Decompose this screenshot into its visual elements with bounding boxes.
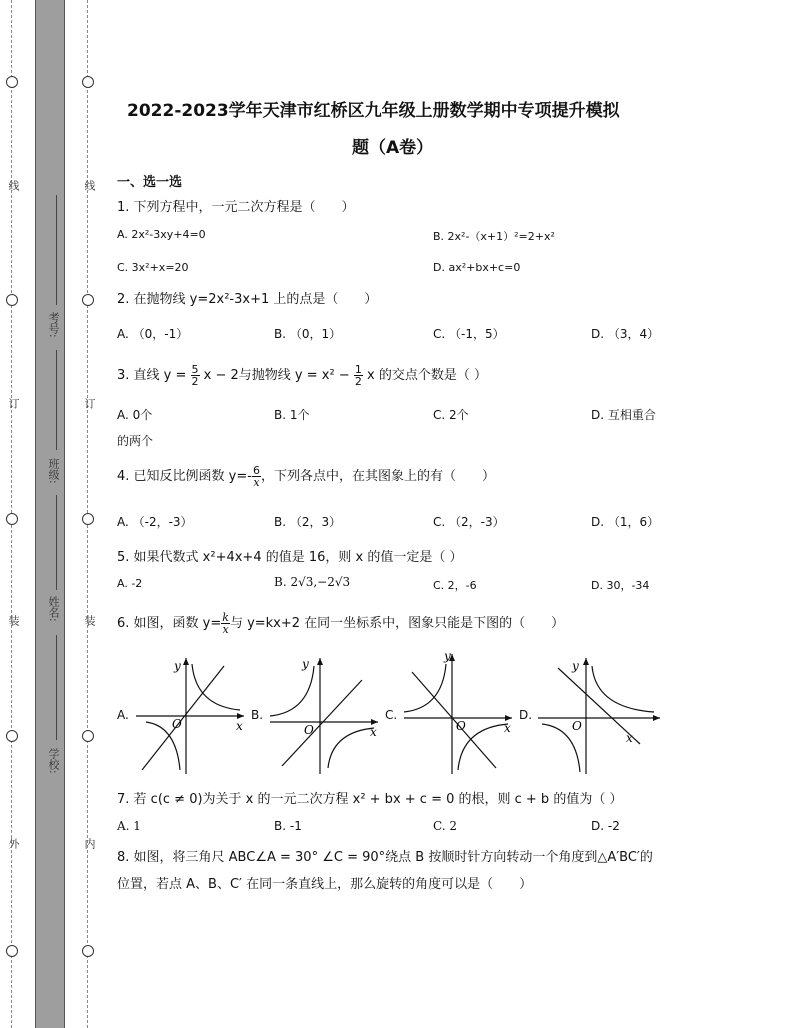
binding-hole [82, 513, 94, 525]
fraction-numerator: 6 [252, 464, 260, 477]
q2-option-d: D. （3，4） [591, 327, 660, 341]
q7-stem: 7. 若 c(c ≠ 0)为关于 x 的一元二次方程 x² + bx + c = 0 的根，则 c + b 的值为（ ） [117, 792, 623, 807]
q4-option-b: B. （2，3） [274, 515, 342, 529]
q3-suffix: x 的交点个数是（ ） [367, 368, 487, 383]
margin-label: 订 [7, 398, 20, 409]
q3-option-d: D. 互相重合 [591, 408, 656, 422]
q6-prefix: 6. 如图，函数 y= [117, 616, 222, 631]
q8-stem-line-2: 位置，若点 A、B、C′ 在同一条直线上，那么旋转的角度可以是（ ） [117, 877, 533, 892]
q3-fraction-2 [354, 364, 363, 387]
field-label-exam-id: 考号: [47, 312, 60, 338]
q6-graph-d [530, 650, 664, 778]
fraction-denominator: 2 [354, 375, 362, 388]
q3-middle: x − 2与抛物线 y = x² − [203, 368, 350, 383]
q6-graph-label-a: A. [117, 708, 129, 722]
write-line [56, 350, 57, 450]
section-heading: 一、选一选 [117, 175, 183, 190]
binding-hole [82, 76, 94, 88]
q1-option-b: B. 2x²-（x+1）²=2+x² [433, 230, 555, 243]
q1-stem: 1. 下列方程中，一元二次方程是（ ） [117, 200, 355, 215]
line-graph [412, 672, 496, 768]
margin-label: 内 [83, 838, 96, 849]
y-label: y [302, 657, 309, 671]
fraction-numerator: 1 [354, 363, 362, 376]
q1-option-c: C. 3x²+x=20 [117, 261, 189, 274]
field-label-school: 学校: [47, 748, 60, 774]
fraction-denominator: x [253, 476, 260, 489]
q4-fraction [252, 465, 261, 488]
origin-label: O [172, 717, 182, 731]
q7-option-d: D. -2 [591, 819, 620, 833]
q3-option-b: B. 1个 [274, 408, 310, 422]
x-label: x [626, 731, 633, 745]
q6-graph-b [262, 650, 386, 778]
write-line [56, 635, 57, 740]
q6-fraction [221, 612, 230, 635]
margin-label: 外 [7, 838, 20, 849]
origin-label: O [304, 723, 314, 737]
binding-strip [35, 0, 65, 1028]
q1-option-d: D. ax²+bx+c=0 [433, 261, 521, 274]
x-label: x [370, 725, 377, 739]
q6-graph-c [396, 650, 520, 778]
field-label-name: 姓名: [47, 596, 60, 622]
q4-stem [117, 459, 495, 495]
x-label: x [504, 721, 511, 735]
q4-prefix: 4. 已知反比例函数 y=- [117, 469, 252, 484]
q1-option-a: A. 2x²-3xy+4=0 [117, 228, 206, 241]
binding-hole [82, 945, 94, 957]
q2-stem: 2. 在抛物线 y=2x²-3x+1 上的点是（ ） [117, 292, 378, 307]
q7-option-b: B. -1 [274, 819, 302, 833]
q5-stem: 5. 如果代数式 x²+4x+4 的值是 16，则 x 的值一定是（ ） [117, 550, 463, 565]
q3-stem [117, 358, 487, 394]
write-line [56, 495, 57, 590]
write-line [56, 195, 57, 305]
line-graph [558, 668, 640, 744]
line-graph [142, 666, 224, 770]
q4-option-d: D. （1，6） [591, 515, 660, 529]
q3-prefix: 3. 直线 y = [117, 368, 187, 383]
hyperbola-branch [592, 666, 654, 712]
y-label: y [174, 659, 181, 673]
q2-option-b: B. （0，1） [274, 327, 342, 341]
fraction-numerator: k [222, 611, 229, 624]
binding-hole [6, 294, 18, 306]
fraction-denominator: x [222, 623, 229, 636]
origin-label: O [456, 719, 466, 733]
q3-option-d-continued: 的两个 [117, 434, 154, 448]
q7-option-c: C. 2 [433, 819, 458, 833]
binding-hole [6, 513, 18, 525]
q4-suffix: ，下列各点中，在其图象上的有（ ） [260, 469, 495, 484]
q4-option-c: C. （2，-3） [433, 515, 505, 529]
fraction-numerator: 5 [191, 363, 199, 376]
hyperbola-branch [328, 728, 374, 768]
y-axis-arrow [183, 658, 189, 665]
origin-label: O [572, 719, 582, 733]
y-label: y [444, 650, 451, 663]
q6-graph-label-b: B. [251, 708, 264, 722]
margin-label: 线 [7, 180, 20, 191]
q4-option-a: A. （-2，-3） [117, 515, 193, 529]
title-line-1: 2022-2023学年天津市红桥区九年级上册数学期中专项提升模拟 [127, 101, 620, 121]
q8-stem-line-1: 8. 如图，将三角尺 ABC∠A = 30° ∠C = 90°绕点 B 按顺时针方向转动一个角度到△A′BC′的 [117, 850, 653, 865]
margin-label: 装 [7, 615, 20, 626]
q2-option-c: C. （-1，5） [433, 327, 505, 341]
binding-hole [6, 730, 18, 742]
margin-label: 装 [83, 615, 96, 626]
y-axis-arrow [583, 658, 589, 665]
q6-suffix: 与 y=kx+2 在同一坐标系中，图象只能是下图的（ ） [229, 616, 565, 631]
q6-graph-a [128, 650, 252, 778]
hyperbola-branch [192, 664, 240, 710]
binding-hole [6, 945, 18, 957]
field-label-class: 班级: [47, 458, 60, 484]
margin-label: 线 [83, 180, 96, 191]
q5-option-a: A. -2 [117, 577, 143, 590]
q5-option-d: D. 30，-34 [591, 579, 650, 592]
line-graph [282, 680, 362, 766]
q3-option-a: A. 0个 [117, 408, 153, 422]
x-label: x [236, 719, 243, 733]
binding-hole [82, 294, 94, 306]
binding-hole [6, 76, 18, 88]
x-axis-arrow [653, 715, 660, 721]
q5-option-b: B. 2√3,−2√3 [274, 575, 351, 589]
q7-option-a: A. 1 [117, 819, 141, 833]
q3-option-c: C. 2个 [433, 408, 469, 422]
hyperbola-branch [270, 666, 314, 716]
fraction-denominator: 2 [191, 375, 199, 388]
title-line-2: 题（A卷） [352, 138, 434, 158]
y-axis-arrow [317, 658, 323, 665]
q5-option-c: C. 2，-6 [433, 579, 477, 592]
y-label: y [572, 659, 579, 673]
q6-graph-label-c: C. [385, 708, 398, 722]
binding-hole [82, 730, 94, 742]
q2-option-a: A. （0，-1） [117, 327, 189, 341]
q6-stem [117, 606, 564, 642]
q6-graph-label-d: D. [519, 708, 533, 722]
margin-label: 订 [83, 398, 96, 409]
hyperbola-branch [404, 664, 446, 712]
q3-fraction-1 [191, 364, 200, 387]
